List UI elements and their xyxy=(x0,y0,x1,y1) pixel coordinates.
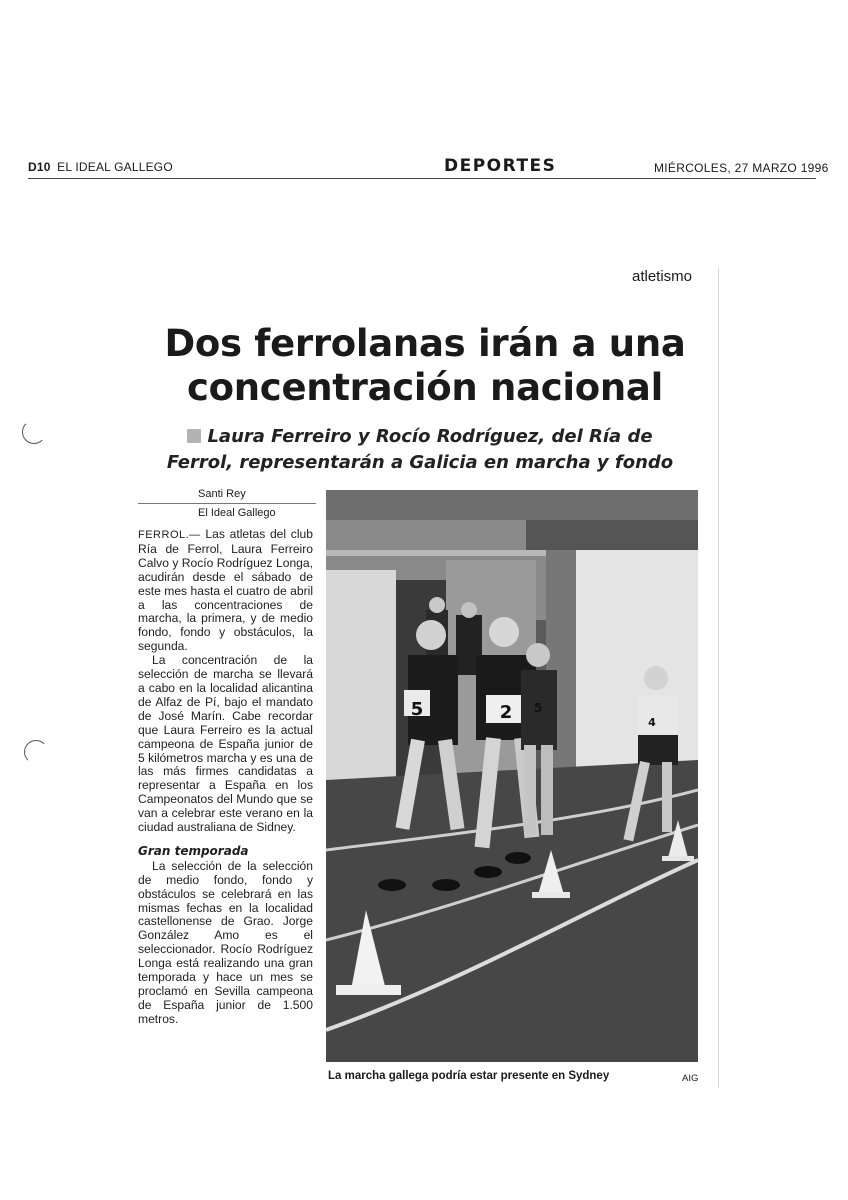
subheadline-line-2: Ferrol, representarán a Galicia en marcha y fondo xyxy=(166,452,674,473)
header-divider xyxy=(28,178,816,179)
author: Santi Rey xyxy=(198,488,246,500)
photo-credit: AIG xyxy=(682,1073,699,1084)
headline xyxy=(120,322,730,410)
subheading: Gran temporada xyxy=(138,843,249,858)
article-category: atletismo xyxy=(632,268,693,285)
paragraph-1: FERROL.— Las atletas del club Ría de Ferrol, Laura Ferreiro Calvo y Rocío Rodríguez Longa, acudirán desde el sábado de este mes hasta el cuatro de abril a las concentraciones de marcha, la primera, y de medio fondo, fondo y obstáculos, la segunda. xyxy=(138,527,313,654)
headline-line-1: Dos ferrolanas irán a una xyxy=(164,322,686,365)
issue-date: MIÉRCOLES, 27 MARZO 1996 xyxy=(654,161,829,175)
bib-number-2: 2 xyxy=(499,702,513,723)
page-header-left xyxy=(28,160,173,174)
race-walkers-photo xyxy=(326,490,698,1062)
square-bullet-icon xyxy=(187,429,201,443)
paper-name: EL IDEAL GALLEGO xyxy=(57,160,173,174)
subheadline-line-1: Laura Ferreiro y Rocío Rodríguez, del Ría de xyxy=(207,426,653,447)
photo-caption: La marcha gallega podría estar presente en Sydney xyxy=(328,1070,610,1082)
subheadline xyxy=(150,424,690,476)
bib-number-3: 5 xyxy=(533,701,543,715)
bib-number-4: 4 xyxy=(648,716,656,729)
paragraph-2: La concentración de la selección de marcha se llevará a cabo en la localidad alicantina de Alfaz de Pí, bajo el mandato de José Marín. Cabe recordar que Laura Ferreiro es la actual campeona de España junior de 5 kilómetros marcha y es una de las más firmes candidatas a representar a España en los Campeonatos del Mundo que se van a celebrar este verano en la ciudad australiana de Sidney. xyxy=(138,653,313,835)
dateline: FERROL.— xyxy=(138,529,201,541)
headline-line-2: concentración nacional xyxy=(187,366,663,409)
byline-rule xyxy=(138,503,316,504)
bib-number-1: 5 xyxy=(410,699,424,720)
page-code: D10 xyxy=(28,160,51,174)
byline xyxy=(138,486,316,522)
punch-hole-mark-1 xyxy=(22,420,46,444)
paragraph-3: La selección de la selección de medio fondo, fondo y obstáculos se celebrará en las mismas fechas en la localidad castellonense de Grao. Jorge González Amo es el seleccionador. Rocío Rodríguez Longa está realizando una gran temporada y hace un mes se proclamó en Sevilla campeona de España junior de 1.500 metros. xyxy=(138,858,313,1026)
publication: El Ideal Gallego xyxy=(198,507,276,519)
punch-hole-mark-2 xyxy=(24,740,48,764)
section-name: DEPORTES xyxy=(444,156,557,176)
article-body xyxy=(138,528,313,1027)
